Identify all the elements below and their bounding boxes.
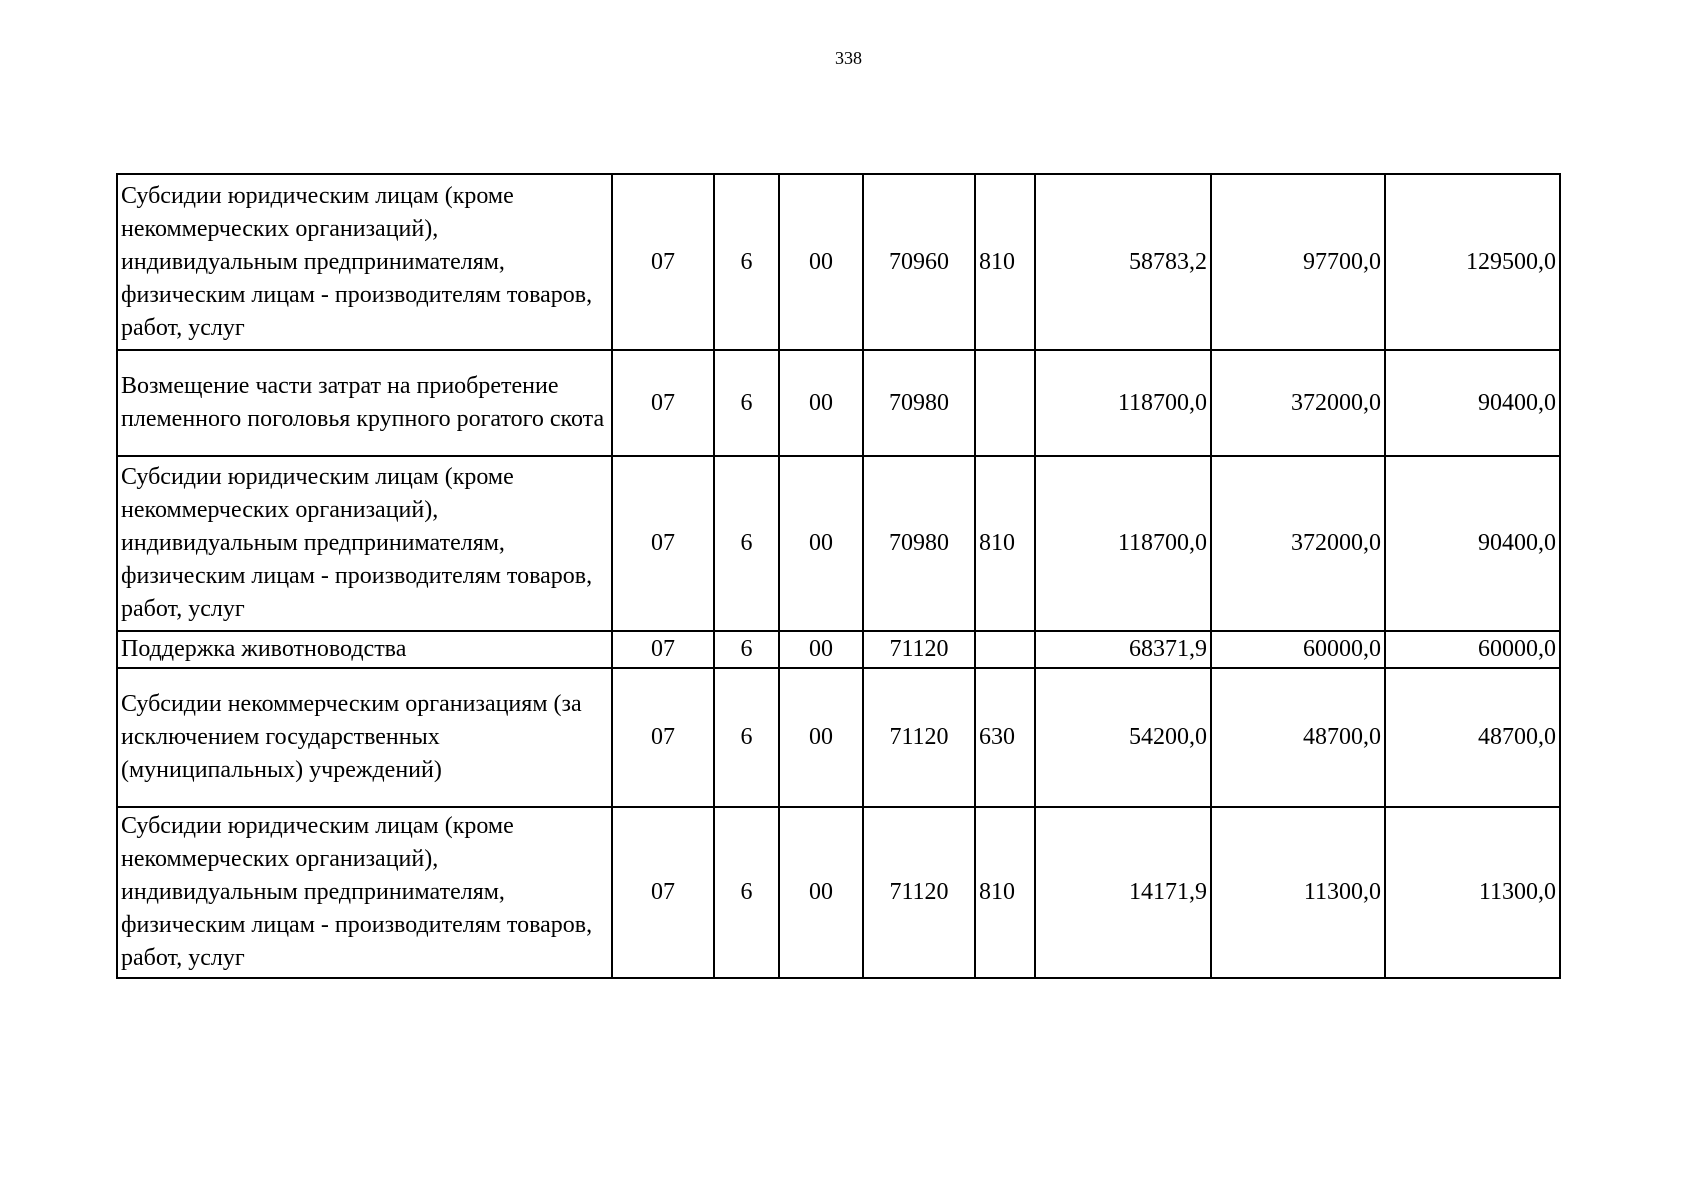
amount-year-2: 372000,0 [1211,456,1385,631]
table-row [117,456,1560,631]
amount-year-2: 11300,0 [1211,807,1385,978]
amount-year-3: 90400,0 [1385,456,1560,631]
section-code: 07 [612,456,714,631]
program-code: 6 [714,631,779,668]
program-code: 6 [714,456,779,631]
section-code: 07 [612,668,714,807]
amount-year-1: 14171,9 [1035,807,1211,978]
direction-code: 71120 [863,807,975,978]
program-code: 6 [714,174,779,350]
page-number: 338 [835,48,862,68]
amount-year-3: 11300,0 [1385,807,1560,978]
row-description: Субсидии юридическим лицам (кроме некоммерческих организаций), индивидуальным предпринимателям, физическим лицам - производителям товаров, работ, услуг [117,456,612,631]
row-description: Субсидии юридическим лицам (кроме некоммерческих организаций), индивидуальным предпринимателям, физическим лицам - производителям товаров, работ, услуг [117,174,612,350]
table-row [117,350,1560,456]
subprogram-code: 00 [779,631,863,668]
amount-year-1: 68371,9 [1035,631,1211,668]
expense-type-code: 810 [975,807,1035,978]
direction-code: 71120 [863,631,975,668]
expense-type-code [975,631,1035,668]
amount-year-3: 129500,0 [1385,174,1560,350]
amount-year-1: 118700,0 [1035,456,1211,631]
subprogram-code: 00 [779,350,863,456]
amount-year-2: 60000,0 [1211,631,1385,668]
amount-year-2: 48700,0 [1211,668,1385,807]
section-code: 07 [612,350,714,456]
program-code: 6 [714,807,779,978]
table-row [117,174,1560,350]
table-row [117,668,1560,807]
direction-code: 71120 [863,668,975,807]
amount-year-1: 118700,0 [1035,350,1211,456]
amount-year-2: 97700,0 [1211,174,1385,350]
table-row [117,631,1560,668]
direction-code: 70980 [863,456,975,631]
expense-type-code: 630 [975,668,1035,807]
table-row [117,807,1560,978]
amount-year-3: 48700,0 [1385,668,1560,807]
expense-type-code: 810 [975,174,1035,350]
amount-year-1: 54200,0 [1035,668,1211,807]
expense-type-code: 810 [975,456,1035,631]
section-code: 07 [612,807,714,978]
budget-table [116,173,1561,979]
subprogram-code: 00 [779,807,863,978]
row-description: Субсидии юридическим лицам (кроме некоммерческих организаций), индивидуальным предпринимателям, физическим лицам - производителям товаров, работ, услуг [117,807,612,978]
subprogram-code: 00 [779,668,863,807]
program-code: 6 [714,350,779,456]
direction-code: 70960 [863,174,975,350]
section-code: 07 [612,174,714,350]
amount-year-3: 90400,0 [1385,350,1560,456]
row-description: Поддержка животноводства [117,631,612,668]
row-description: Возмещение части затрат на приобретение племенного поголовья крупного рогатого скота [117,350,612,456]
amount-year-1: 58783,2 [1035,174,1211,350]
direction-code: 70980 [863,350,975,456]
expense-type-code [975,350,1035,456]
amount-year-2: 372000,0 [1211,350,1385,456]
subprogram-code: 00 [779,174,863,350]
subprogram-code: 00 [779,456,863,631]
row-description: Субсидии некоммерческим организациям (за исключением государственных (муниципальных) учреждений) [117,668,612,807]
program-code: 6 [714,668,779,807]
section-code: 07 [612,631,714,668]
amount-year-3: 60000,0 [1385,631,1560,668]
